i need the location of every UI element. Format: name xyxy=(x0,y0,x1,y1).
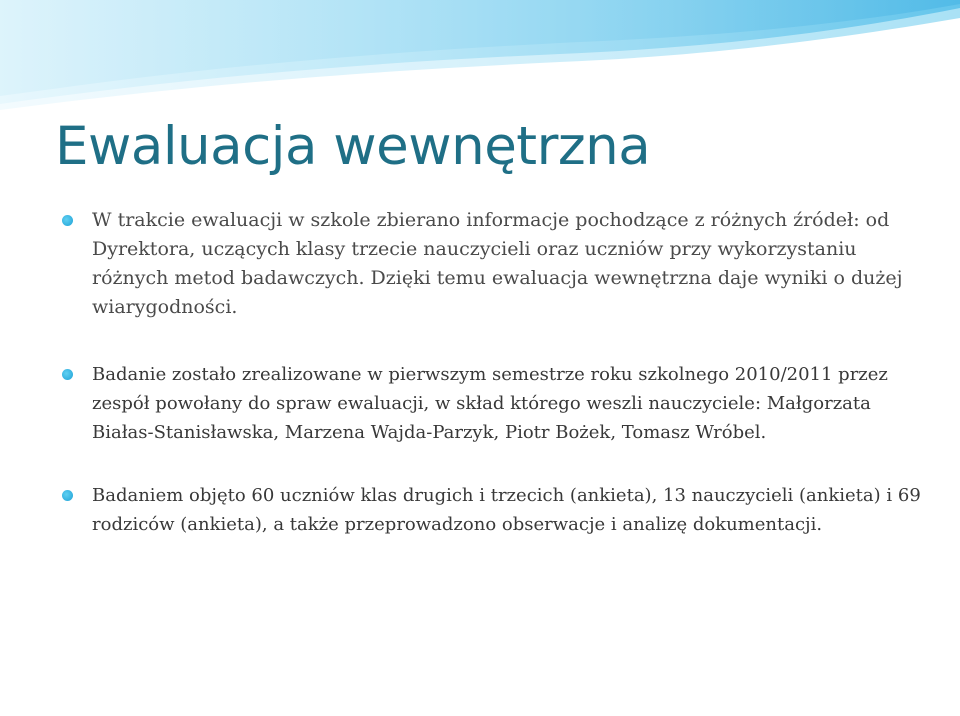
bullet-item-team xyxy=(62,360,922,447)
bullet-list xyxy=(62,206,922,567)
bullet-dot-icon xyxy=(62,490,73,501)
bullet-dot-icon xyxy=(62,369,73,380)
decorative-wave-band xyxy=(0,0,960,125)
bullet-item-sources xyxy=(62,206,922,322)
bullet-text: W trakcie ewaluacji w szkole zbierano informacje pochodzące z różnych źródeł: od Dyrektora, uczących klasy trzecie nauczycieli oraz uczniów przy wykorzystaniu różnych metod badawczych. Dzięki temu ewaluacja wewnętrzna daje wyniki o dużej wiarygodności. xyxy=(92,209,903,318)
bullet-item-scope xyxy=(62,481,922,539)
slide-title: Ewaluacja wewnętrzna xyxy=(55,116,651,177)
bullet-text: Badaniem objęto 60 uczniów klas drugich i trzecich (ankieta), 13 nauczycieli (ankieta) i 69 rodziców (ankieta), a także przeprowadzono obserwacje i analizę dokumentacji. xyxy=(92,485,921,535)
bullet-text: Badanie zostało zrealizowane w pierwszym semestrze roku szkolnego 2010/2011 przez zespół powołany do spraw ewaluacji, w skład którego weszli nauczyciele: Małgorzata Białas-Stanisławska, Marzena Wajda-Parzyk, Piotr Bożek, Tomasz Wróbel. xyxy=(92,364,888,443)
bullet-dot-icon xyxy=(62,215,73,226)
